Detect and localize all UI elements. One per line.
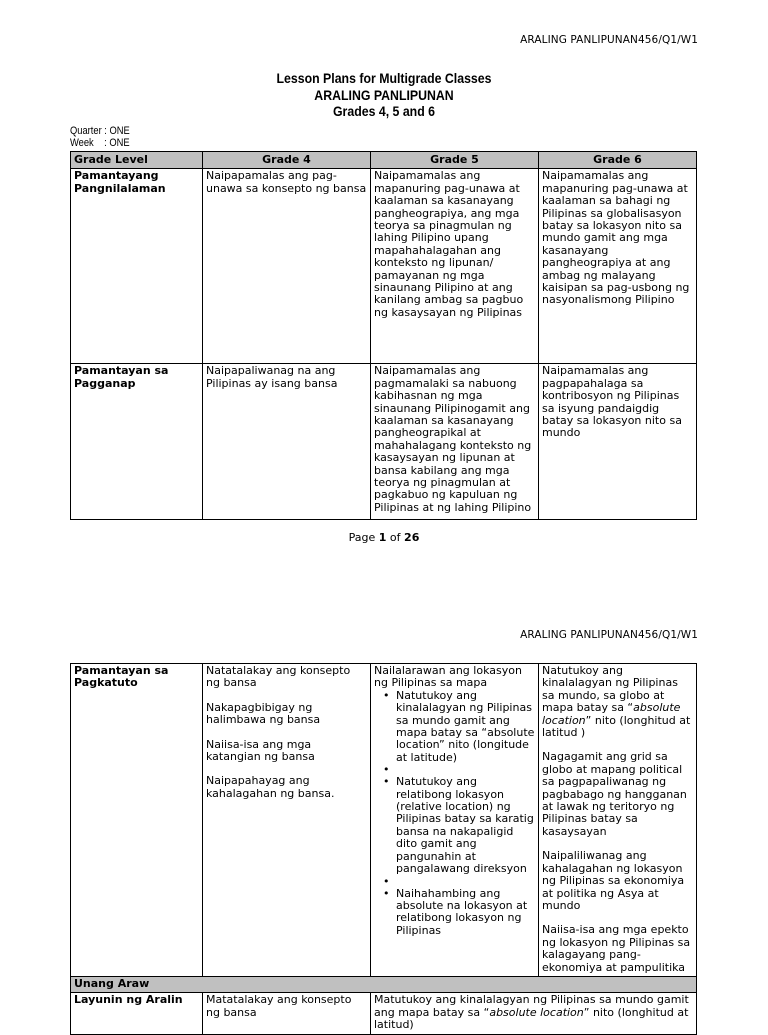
row-label-pamantayang-pangnilalaman: Pamantayang Pangnilalaman (71, 169, 203, 364)
competency-intro: Nailalarawan ang lokasyon ng Pilipinas sa mapa (374, 664, 522, 690)
text-run: Natutukoy ang kinalalagyan ng Pilipinas sa mundo, sa globo at mapa batay sa “ (542, 664, 678, 715)
table-row (71, 364, 697, 520)
competency-text: Nakapagbibigay ng halimbawa ng bansa (206, 700, 321, 727)
table-row (71, 169, 697, 364)
quarter-week-info (70, 125, 130, 149)
cell-grade-5: Naipamamalas ang pagmamalaki sa nabuong kabihasnan ng mga sinaunang Pilipinogamit ang kaalaman sa kasanayang pangheograpikal at mahahalagang konteksto ng kasaysayan ng lipunan at bansa kabilang ang mga teorya ng pinagmulan at pagkabuo ng kapuluan ng Pilipinas at ng lahing Pilipino (371, 364, 539, 520)
footer-prefix: Page (348, 531, 379, 544)
competency-text: Natatalakay ang konsepto ng bansa (206, 664, 351, 690)
bullet-item: • Natutukoy ang relatibong lokasyon (relative location) ng Pilipinas batay sa karatig bansa na nakapaligid dito gamit ang pangunahin at pangalawang direksyon (396, 776, 535, 875)
competency-text: Naipaliliwanag ang kahalagahan ng lokasyon ng Pilipinas sa ekonomiya at politika ng Asya at mundo (542, 849, 685, 912)
competency-text: Naipapahayag ang kahalagahan ng bansa. (206, 774, 335, 800)
list-spacer (396, 876, 535, 888)
page-footer (0, 532, 768, 544)
emphasis-absolute-location: absolute location (542, 701, 681, 727)
emphasis-absolute-location: absolute location (489, 1005, 584, 1019)
competency-bullet-list (374, 690, 535, 937)
bullet-item: • Naihahambing ang absolute na lokasyon at relatibong lokasyon ng Pilipinas (396, 888, 535, 938)
title-line-1: Lesson Plans for Multigrade Classes (276, 70, 492, 86)
col-header-grade-6: Grade 6 (539, 152, 697, 169)
footer-of: of (386, 531, 405, 544)
table-row (71, 993, 697, 1034)
page-header-code: ARALING PANLIPUNAN456/Q1/W1 (520, 629, 698, 641)
row-label-layunin-ng-aralin: Layunin ng Aralin (71, 993, 203, 1034)
col-header-grade-4: Grade 4 (203, 152, 371, 169)
standards-table (70, 151, 697, 520)
cell-grade-4: Matatalakay ang konsepto ng bansa (203, 993, 371, 1034)
table-header-row (71, 152, 697, 169)
competencies-table (70, 663, 697, 1035)
document-title (46, 70, 722, 120)
section-label: Unang Araw (71, 976, 697, 992)
cell-grade-4: Naipapamalas ang pag-unawa sa konsepto ng bansa (203, 169, 371, 364)
week-label: Week : ONE (70, 137, 130, 149)
text-run: ” nito (longhitud at latitud ) (542, 713, 691, 740)
row-label-pamantayan-sa-pagganap: Pamantayan sa Pagganap (71, 364, 203, 520)
title-line-2: ARALING PANLIPUNAN (314, 86, 454, 103)
quarter-label: Quarter : ONE (70, 125, 130, 137)
cell-grade-6 (539, 664, 697, 977)
cell-grade-6: Naipamamalas ang mapanuring pag-unawa at kaalaman sa bahagi ng Pilipinas sa globalisasyon batay sa lokasyon nito sa mundo gamit ang mga kasanayang pangheograpiya at ang ambag ng malayang kaisipan sa pag-usbong ng nasyonalismong Pilipino (539, 169, 697, 364)
competency-text: Naiisa-isa ang mga katangian ng bansa (206, 737, 315, 764)
competency-text: Nagagamit ang grid sa globo at mapang political sa pagpapaliwanag ng pagbabago ng hangganan at lawak ng teritoryo ng Pilipinas batay sa kasaysayan (542, 750, 687, 838)
page-header-code: ARALING PANLIPUNAN456/Q1/W1 (520, 34, 698, 46)
footer-page-number: 1 (378, 531, 387, 544)
competency-text: Naiisa-isa ang mga epekto ng lokasyon ng Pilipinas sa kalagayang pang-ekonomiya at pampulitika (542, 923, 691, 974)
cell-grade-4: Naipapaliwanag na ang Pilipinas ay isang bansa (203, 364, 371, 520)
text-run: ” nito (longhitud at latitud) (374, 1005, 689, 1032)
competency-text (542, 665, 693, 739)
section-row-unang-araw (71, 976, 697, 992)
cell-grade-5: Naipamamalas ang mapanuring pag-unawa at kaalaman sa kasanayang pangheograpiya, ang mga teorya sa pinagmulan ng lahing Pilipino upang mapahahalagahan ang konteksto ng lipunan/ pamayanan ng mga sinaunang Pilipino at ang kanilang ambag sa pagbuo ng kasaysayan ng Pilipinas (371, 169, 539, 364)
cell-grade-5 (371, 664, 539, 977)
bullet-item: • Natutukoy ang kinalalagyan ng Pilipinas sa mundo gamit ang mapa batay sa “absolute location” nito (longitude at latitude) (396, 690, 535, 764)
cell-grade-4 (203, 664, 371, 977)
footer-total-pages: 26 (404, 531, 420, 544)
cell-grade-5-6 (371, 993, 697, 1034)
col-header-grade-level: Grade Level (71, 152, 203, 169)
col-header-grade-5: Grade 5 (371, 152, 539, 169)
title-line-3: Grades 4, 5 and 6 (332, 103, 436, 119)
table-row (71, 664, 697, 977)
row-label-pamantayan-sa-pagkatuto: Pamantayan sa Pagkatuto (71, 664, 203, 977)
cell-grade-6: Naipamamalas ang pagpapahalaga sa kontribosyon ng Pilipinas sa isyung pandaigdig batay sa lokasyon nito sa mundo (539, 364, 697, 520)
text-run: Matutukoy ang kinalalagyan ng Pilipinas sa mundo gamit ang mapa batay sa “ (374, 993, 689, 1019)
